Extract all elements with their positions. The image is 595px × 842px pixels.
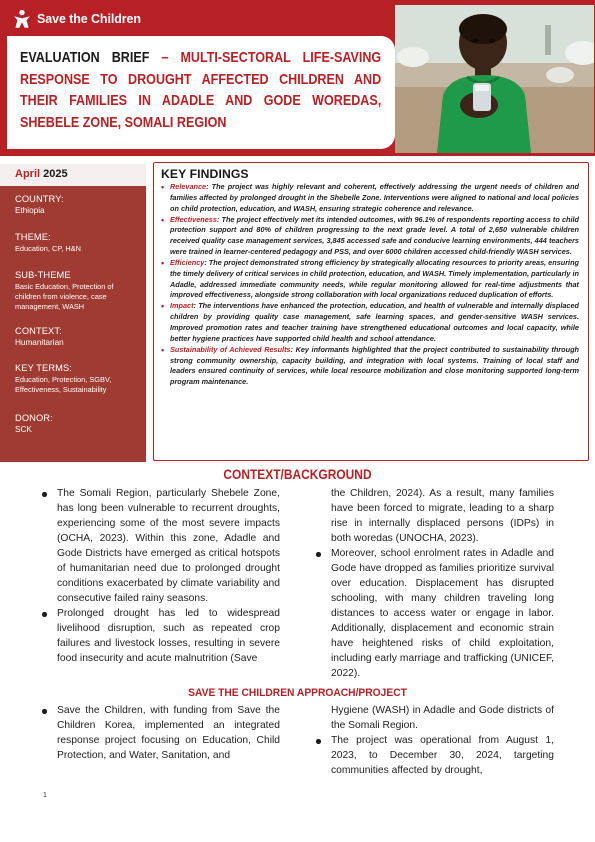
- finding-relevance: [161, 182, 579, 215]
- title-rest: – MULTI-SECTORAL LIFE-SAVING RESPONSE TO DROUGHT AFFECTED CHILDREN AND THEIR FAMILIES IN ADADLE AND GODE WOREDAS, SHEBELE ZONE, SOMALI REGION: [20, 50, 382, 131]
- finding-label: Sustainability of Achieved Results: [170, 344, 291, 354]
- finding-effectiveness: [161, 215, 579, 258]
- title-lead: EVALUATION BRIEF: [20, 50, 150, 66]
- finding-text: : The project was highly relevant and coherent, effectively addressing the urgent needs of children and families affected by prolonged drought in the Shebelle Zone. Interventions were aligned to national and local policies on child protection, education, and WASH, ensuring strategic coherence and relevance.: [170, 182, 579, 213]
- paragraph-text: The Somali Region, particularly Shebele Zone, has long been vulnerable to recurrent droughts, experiencing some of the most severe impacts (OCHA, 2023). Within this zone, Adadle and Gode Districts have emerged as critical hotspots of humanitarian need due to prolonged drought conditions exacerbated by climate variability and consecutive failed rainy seasons.: [57, 488, 280, 604]
- paragraph-continuation: Hygiene (WASH) in Adadle and Gode districts of the Somali Region.: [331, 705, 554, 731]
- paragraph-text: Prolonged drought has led to widespread livelihood disruption, such as repeated crop failures and livestock losses, resulting in severe food insecurity and acute malnutrition (Save: [57, 608, 280, 664]
- finding-efficiency: [161, 258, 579, 301]
- finding-text: : The interventions have enhanced the protection, education, and health of vulnerable and internally displaced children by providing quality case management, safe learning spaces, and gender-sensitive WASH services. Improved promotion rates and teacher training have strengthened educational outcomes and local capacity, while better hygiene practices have supported child health and school attendance.: [170, 301, 579, 343]
- keyterms-value: Education, Protection, SGBV, Effectiveness, Sustainability: [15, 375, 112, 394]
- list-item: [42, 486, 280, 606]
- bullet-icon: •: [161, 257, 165, 268]
- page-number: 1: [43, 792, 47, 799]
- bullet-icon: [316, 739, 321, 744]
- theme-label: THEME:: [15, 231, 51, 242]
- country-block: [0, 194, 146, 217]
- finding-sustainability: [161, 345, 579, 388]
- finding-label: Efficiency: [170, 257, 205, 267]
- bullet-icon: [42, 709, 47, 714]
- context-label: CONTEXT:: [15, 325, 62, 336]
- key-findings-list: [161, 182, 579, 388]
- subtheme-value: Basic Education, Protection of children from violence, case management, WASH: [15, 281, 114, 311]
- metadata-sidebar: [0, 164, 146, 462]
- list-item: [316, 546, 554, 681]
- finding-label: Impact: [170, 301, 194, 311]
- key-findings-box: [153, 162, 589, 461]
- donor-label: DONOR:: [15, 413, 53, 423]
- paragraph-text: Moreover, school enrolment rates in Adadle and Gode have dropped as families prioritize survival over education. Displacement has disrupted schooling, with many children traveling long distances to access water or engage in labor. Additionally, displacement and economic strain have heightened risks of child exploitation, including early marriage and trafficking (UNICEF, 2022).: [331, 548, 554, 679]
- context-column-right: [316, 486, 554, 681]
- theme-value: Education, CP, H&N: [15, 243, 82, 253]
- approach-column-left: [42, 703, 280, 763]
- finding-text: : The project effectively met its intended outcomes, with 96.1% of respondents reporting access to child protection support and 80% of children progressing to the next grade level. A total of 2,650 vulnerable children received quality case management services, 3,845 accessed safe and conducive learning environments, 444 teachers were trained in learner-centered pedagogy and PSS, and over 6000 children accessed child-friendly WASH services.: [170, 214, 579, 257]
- title-box: [7, 36, 395, 149]
- brand-name: Save the Children: [37, 12, 141, 26]
- page-title: [20, 48, 381, 134]
- context-column-left: [42, 486, 280, 666]
- publication-date: [0, 164, 146, 186]
- bullet-icon: •: [161, 214, 165, 225]
- donor-value: SCK: [15, 425, 32, 434]
- bullet-icon: [316, 552, 321, 557]
- context-value: Humanitarian: [15, 337, 64, 347]
- country-value: Ethiopia: [15, 206, 45, 215]
- paragraph-continuation: the Children, 2024). As a result, many families have been forced to migrate, leading to a sharp rise in internally displaced persons (IDPs) in both woredas (UNOCHA, 2023).: [331, 488, 554, 544]
- list-item: [42, 606, 280, 666]
- brand-logo[interactable]: [12, 9, 141, 29]
- keyterms-label: KEY TERMS:: [15, 363, 72, 373]
- context-heading: CONTEXT/BACKGROUND: [223, 467, 372, 482]
- finding-text: : The project demonstrated strong efficiency by strategically allocating resources to priority areas, ensuring the timely delivery of critical services in child protection, education, and WASH. Timely implementation, particularly in Adadle, addressed immediate community needs, while regular monitoring allowed for real-time adjustments that improved effectiveness, alongside strong collaboration with local organizations reduced duplication of efforts.: [170, 257, 580, 300]
- date-month: April: [15, 168, 41, 180]
- approach-heading: SAVE THE CHILDREN APPROACH/PROJECT: [188, 687, 407, 699]
- header-banner: [0, 0, 595, 156]
- finding-text: : Key informants highlighted that the project contributed to sustainability through strong community ownership, capacity building, and integration with local systems. Training of local staff and leaders ensured continuity of services, while local resource mobilization and close monitoring supported long-term program maintenance.: [170, 344, 579, 387]
- child-figure-icon: [12, 9, 32, 29]
- list-item: [42, 703, 280, 763]
- bullet-icon: [42, 492, 47, 497]
- paragraph-text: Save the Children, with funding from Save the Children Korea, implemented an integrated response project focusing on Education, Child Protection, and Water, Sanitation, and: [57, 705, 280, 761]
- paragraph-text: The project was operational from August 1, 2023, to December 30, 2024, targeting communities affected by drought,: [331, 735, 554, 776]
- context-block: [0, 326, 146, 349]
- country-label: COUNTRY:: [15, 194, 64, 204]
- keyterms-block: [0, 363, 146, 395]
- approach-column-right: [316, 703, 554, 778]
- list-item: [316, 733, 554, 778]
- key-findings-title: KEY FINDINGS: [161, 167, 249, 181]
- donor-block: [0, 413, 146, 436]
- bullet-icon: •: [161, 182, 165, 192]
- finding-label: Effectiveness: [170, 214, 217, 224]
- subtheme-label: SUB-THEME: [15, 269, 71, 280]
- child-drinking-photo: [395, 5, 594, 153]
- bullet-icon: •: [161, 344, 165, 355]
- date-year: 2025: [40, 168, 68, 180]
- bullet-icon: •: [161, 301, 165, 312]
- subtheme-block: [0, 270, 146, 312]
- finding-label: Relevance: [170, 182, 207, 191]
- bullet-icon: [42, 612, 47, 617]
- theme-block: [0, 232, 146, 254]
- finding-impact: [161, 301, 579, 344]
